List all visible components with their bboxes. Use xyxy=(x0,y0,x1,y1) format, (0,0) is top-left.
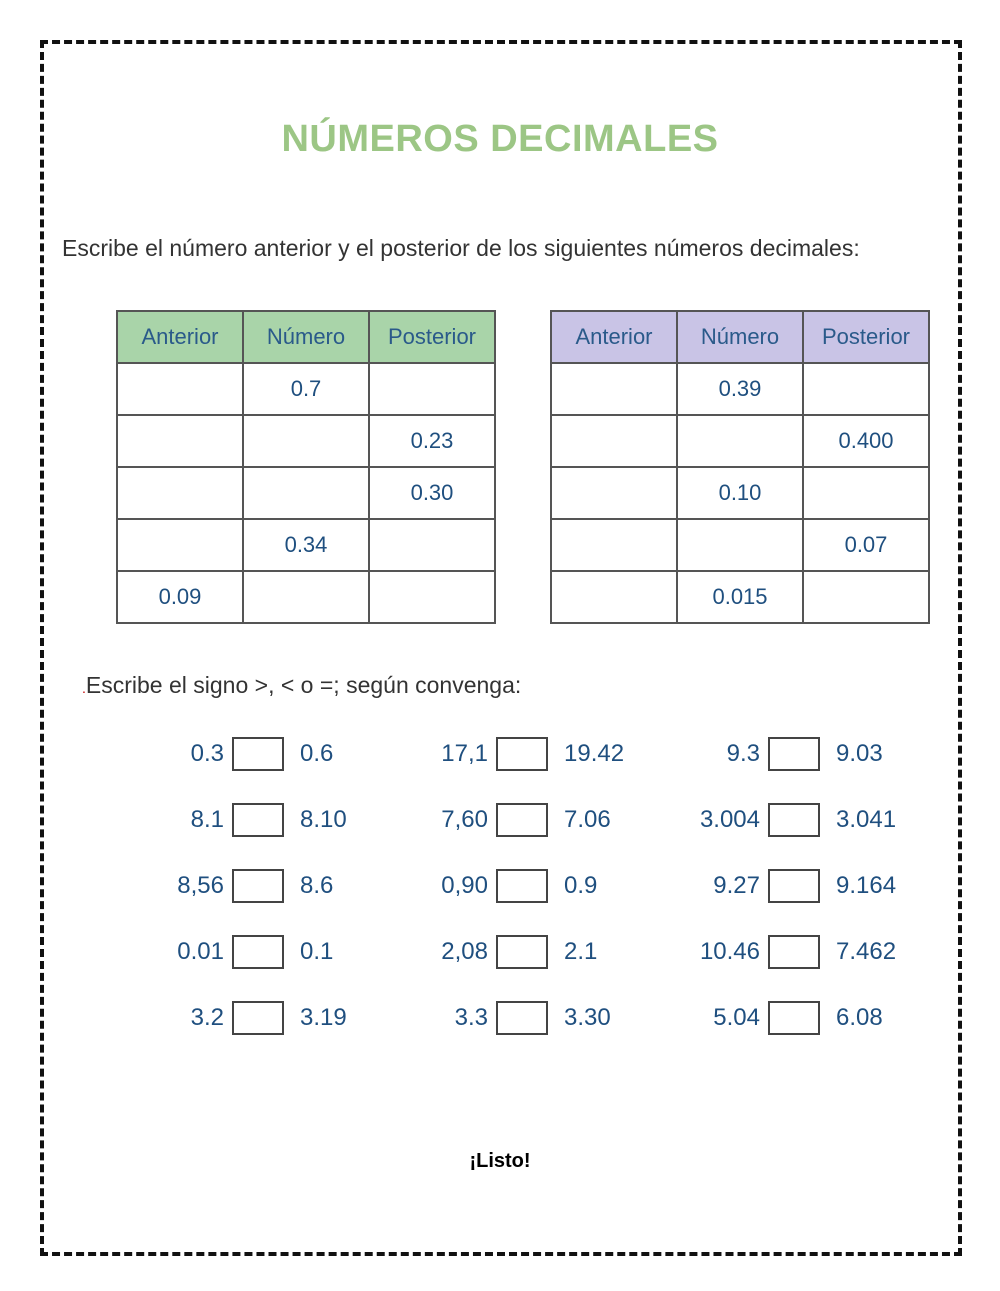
cell-input[interactable] xyxy=(117,415,243,467)
done-label[interactable]: ¡Listo! xyxy=(469,1150,531,1172)
table-row xyxy=(117,415,495,467)
cell-value: 0.7 xyxy=(243,363,369,415)
compare-left-value: 9.3 xyxy=(726,740,760,767)
header-numero: Número xyxy=(677,311,803,363)
header-posterior: Posterior xyxy=(803,311,929,363)
table-row xyxy=(551,519,929,571)
dashed-border xyxy=(40,40,962,1256)
compare-left-value: 17,1 xyxy=(441,740,488,767)
compare-right-value: 9.164 xyxy=(836,872,897,899)
cell-input[interactable] xyxy=(551,415,677,467)
cell-input[interactable] xyxy=(369,363,495,415)
table-row xyxy=(117,467,495,519)
table-row xyxy=(117,519,495,571)
cell-input[interactable] xyxy=(117,467,243,519)
cell-input[interactable] xyxy=(117,519,243,571)
compare-left-value: 9.27 xyxy=(713,872,760,899)
answer-box[interactable] xyxy=(768,737,820,771)
cell-value: 0.10 xyxy=(677,467,803,519)
compare-right-value: 8.6 xyxy=(300,872,334,899)
table-row xyxy=(551,363,929,415)
compare-right-value: 3.19 xyxy=(300,1004,347,1031)
compare-right-value: 0.6 xyxy=(300,740,334,767)
answer-box[interactable] xyxy=(496,869,548,903)
answer-box[interactable] xyxy=(232,1001,284,1035)
compare-right-value: 6.08 xyxy=(836,1004,883,1031)
compare-left-value: 0.01 xyxy=(177,938,224,965)
compare-left-value: 3.3 xyxy=(454,1004,488,1031)
answer-box[interactable] xyxy=(496,935,548,969)
answer-box[interactable] xyxy=(768,1001,820,1035)
cell-value: 0.23 xyxy=(369,415,495,467)
page-title: NÚMEROS DECIMALES xyxy=(281,118,719,160)
compare-right-value: 19.42 xyxy=(564,740,625,767)
instruction-compare xyxy=(82,672,521,699)
cell-input[interactable] xyxy=(369,519,495,571)
table-row xyxy=(117,363,495,415)
header-posterior: Posterior xyxy=(369,311,495,363)
answer-box[interactable] xyxy=(232,869,284,903)
compare-left-value: 0,90 xyxy=(441,872,488,899)
compare-left-value: 5.04 xyxy=(713,1004,760,1031)
compare-left-value: 7,60 xyxy=(441,806,488,833)
cell-value: 0.09 xyxy=(117,571,243,623)
compare-left-value: 10.46 xyxy=(699,938,760,965)
compare-left-value: 8.1 xyxy=(190,806,224,833)
compare-right-value: 3.041 xyxy=(836,806,897,833)
cell-input[interactable] xyxy=(677,415,803,467)
cell-input[interactable] xyxy=(243,467,369,519)
instruction-compare-text: Escribe el signo >, < o =; según convenga: xyxy=(85,672,522,698)
compare-right-value: 8.10 xyxy=(300,806,347,833)
header-anterior: Anterior xyxy=(117,311,243,363)
cell-input[interactable] xyxy=(677,519,803,571)
compare-right-value: 9.03 xyxy=(836,740,883,767)
compare-right-value: 0.9 xyxy=(564,872,598,899)
table-left xyxy=(116,310,496,624)
compare-left-value: 0.3 xyxy=(190,740,224,767)
answer-box[interactable] xyxy=(232,803,284,837)
cell-input[interactable] xyxy=(369,571,495,623)
cell-input[interactable] xyxy=(551,467,677,519)
compare-right-value: 0.1 xyxy=(300,938,334,965)
instruction-neighbors: Escribe el número anterior y el posterior de los siguientes números decimales: xyxy=(62,235,860,261)
answer-box[interactable] xyxy=(232,935,284,969)
answer-box[interactable] xyxy=(496,803,548,837)
cell-value: 0.400 xyxy=(803,415,929,467)
table-right xyxy=(550,310,930,624)
compare-right-value: 2.1 xyxy=(564,938,598,965)
cell-input[interactable] xyxy=(243,571,369,623)
table-row xyxy=(117,571,495,623)
cell-input[interactable] xyxy=(551,363,677,415)
cell-value: 0.07 xyxy=(803,519,929,571)
table-row xyxy=(551,571,929,623)
table-row xyxy=(551,415,929,467)
cell-input[interactable] xyxy=(551,571,677,623)
cell-input[interactable] xyxy=(243,415,369,467)
compare-left-value: 2,08 xyxy=(441,938,488,965)
answer-box[interactable] xyxy=(768,935,820,969)
answer-box[interactable] xyxy=(232,737,284,771)
cell-input[interactable] xyxy=(117,363,243,415)
answer-box[interactable] xyxy=(768,803,820,837)
compare-left-value: 3.2 xyxy=(190,1004,224,1031)
cell-input[interactable] xyxy=(551,519,677,571)
compare-right-value: 3.30 xyxy=(564,1004,611,1031)
compare-right-value: 7.462 xyxy=(836,938,897,965)
instruction-mark: . xyxy=(82,680,86,696)
cell-value: 0.015 xyxy=(677,571,803,623)
answer-box[interactable] xyxy=(768,869,820,903)
cell-input[interactable] xyxy=(803,363,929,415)
cell-value: 0.39 xyxy=(677,363,803,415)
answer-box[interactable] xyxy=(496,1001,548,1035)
header-anterior: Anterior xyxy=(551,311,677,363)
header-numero: Número xyxy=(243,311,369,363)
cell-input[interactable] xyxy=(803,467,929,519)
compare-left-value: 8,56 xyxy=(177,872,224,899)
compare-left-value: 3.004 xyxy=(699,806,760,833)
cell-value: 0.34 xyxy=(243,519,369,571)
compare-right-value: 7.06 xyxy=(564,806,611,833)
cell-input[interactable] xyxy=(803,571,929,623)
answer-box[interactable] xyxy=(496,737,548,771)
cell-value: 0.30 xyxy=(369,467,495,519)
table-row xyxy=(551,467,929,519)
